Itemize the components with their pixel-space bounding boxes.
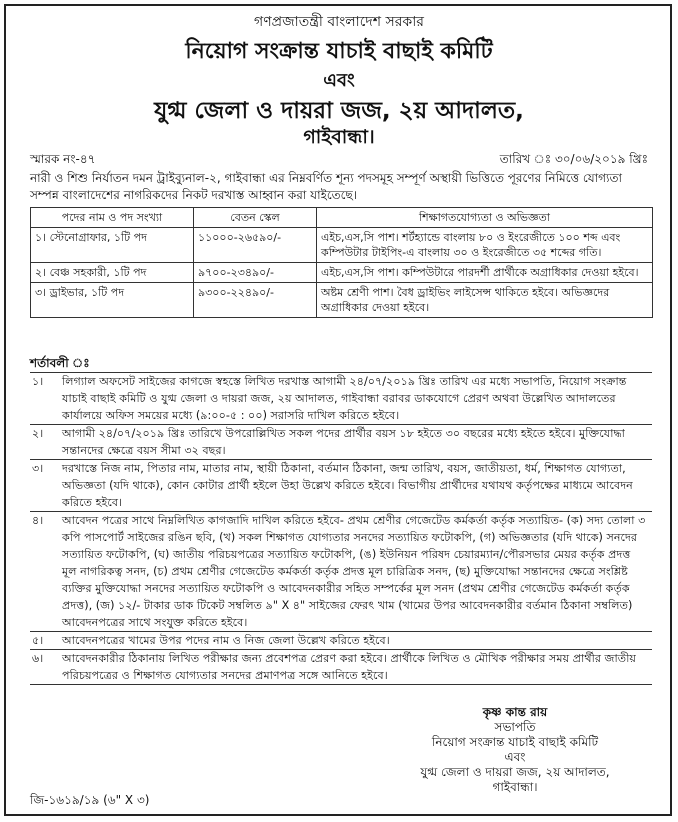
terms-heading: শর্তাবলী ঃ: [30, 356, 90, 370]
term-number: ৫।: [32, 634, 44, 647]
term-item: [30, 459, 652, 511]
qualification: এইচ,এস,সি পাশ। কম্পিউটারে পারদর্শী প্রার্থীকে অগ্রাধিকার দেওয়া হইবে।: [317, 263, 653, 283]
term-text: আগামী ২৪/০৭/২০১৯ খ্রিঃ তারিখে উপরোল্লিখিত সকল পদের প্রার্থীর বয়স ১৮ হইতে ৩০ বছরের মধ্যে হইতে হইবে। মুক্তিযোদ্ধা সন্তানদের ক্ষেত্রে বয়স সীমা ৩২ বছর।: [62, 427, 625, 457]
term-text: আবেদন পত্রের সাথে নিম্নলিখিত কাগজাদি দাখিল করিতে হইবে- প্রথম শ্রেণীর গেজেটেড কর্মকর্তা কর্তৃক সত্যায়িত- (ক) সদ্য তোলা ৩ কপি পাসপোর্ট সাইজের রঙিন ছবি, (খ) সকল শিক্ষাগত যোগ্যতার সনদের সত্যায়িত ফটোকপি, (গ) অভিজ্ঞতার (যদি থাকে) সনদের সত্যায়িত ফটোকপি, (ঘ) জাতীয় পরিচয়পত্রের সত্যায়িত ফটোকপি, (ঙ) ইউনিয়ন পরিষদ চেয়ারম্যান/পৌরসভার মেয়র কর্তৃক প্রদত্ত মূল নাগরিকত্ব সনদ, (চ) প্রথম শ্রেণীর গেজেটেড কর্মকর্তা কর্তৃক প্রদত্ত মূল চারিত্রিক সনদ, (ছ) মুক্তিযোদ্ধা সন্তানদের ক্ষেত্রে সংশ্লিষ্ট ব্যক্তির মুক্তিযোদ্ধা সনদের সত্যায়িত ফটোকপি ও আবেদনকারীর সহিত সম্পর্কের মূল সনদ (প্রথম শ্রেণীর গেজেটেড কর্মকর্তা কর্তৃক প্রদত্ত), (জ) ১২/- টাকার ডাক টিকেট সম্বলিত ৯" X ৪" সাইজের ফেরৎ খাম (খামের উপর আবেদনকারীর বর্তমান ঠিকানা সম্বলিত) আবেদনপত্রের সাথে সংযুক্ত করিতে হইবে।: [62, 514, 646, 629]
committee-title: নিয়োগ সংক্রান্ত যাচাই বাছাই কমিটি: [185, 39, 493, 64]
table-row: [31, 263, 653, 283]
term-number: ২।: [32, 427, 44, 440]
intro-paragraph: নারী ও শিশু নির্যাতন দমন ট্রাইব্যুনাল-২, গাইবান্ধা এর নিম্নবর্ণিত শূন্য পদসমূহ সম্পূর্ণ অস্থায়ী ভিত্তিতে পূরণের নিমিত্তে যোগ্যতা সম্পন্ন বাংলাদেশের নাগরিকদের নিকট দরখাস্ত আহ্বান করা যাইতেছে।: [30, 171, 622, 202]
court-title: যুগ্ম জেলা ও দায়রা জজ, ২য় আদালত,: [154, 98, 524, 124]
pay-scale: ৯৩০০-২২৪৯০/-: [194, 283, 317, 318]
signatory-title: সভাপতি: [494, 720, 536, 734]
term-item: [30, 372, 652, 424]
post-name: ৩। ড্রাইভার, ১টি পদ: [31, 283, 194, 318]
col-header-post: পদের নাম ও পদ সংখ্যা: [31, 208, 194, 228]
table-row: [31, 283, 653, 318]
term-item: [30, 631, 652, 649]
table-row: [31, 228, 653, 263]
signatory-place: গাইবান্ধা।: [492, 780, 538, 794]
term-item: [30, 424, 652, 459]
terms-list: [30, 372, 652, 685]
term-number: ৩।: [32, 462, 44, 475]
pay-scale: ৯৭০০-২৩৪৯০/-: [194, 263, 317, 283]
posts-table: [30, 207, 653, 318]
signatory-court: যুগ্ম জেলা ও দায়রা জজ, ২য় আদালত,: [420, 765, 610, 779]
term-text: আবেদনকারীর ঠিকানায় লিখিত পরীক্ষার জন্য প্রবেশপত্র প্রেরণ করা হইবে। প্রার্থীকে লিখিত ও মৌখিক পরীক্ষার সময় প্রার্থীর জাতীয় পরিচয়পত্রের ও শিক্ষাগত যোগ্যতার সনদের প্রমাণপত্র সঙ্গে আনিতে হইবে।: [62, 652, 636, 682]
notice-date: তারিখ ঃ ৩০/০৬/২০১৯ খ্রিঃ: [499, 152, 648, 166]
district-title: গাইবান্ধা।: [303, 126, 375, 148]
table-header-row: [31, 208, 653, 228]
pay-scale: ১১০০০-২৬৫৯০/-: [194, 228, 317, 263]
memo-number: স্মারক নং-৪৭: [30, 152, 96, 166]
signature-block: [380, 705, 650, 795]
post-name: ২। বেঞ্চ সহকারী, ১টি পদ: [31, 263, 194, 283]
term-number: ৪।: [32, 514, 44, 527]
term-text: দরখাস্তে নিজ নাম, পিতার নাম, মাতার নাম, স্থায়ী ঠিকানা, বর্তমান ঠিকানা, জন্ম তারিখ, বয়স, জাতীয়তা, ধর্ম, শিক্ষাগত যোগ্যতা, অভিজ্ঞতা (যদি থাকে), কোন কোটার প্রার্থী হইলে উহা উল্লেখ করিতে হইবে। বিভাগীয় প্রার্থীদের যথাযথ কর্তৃপক্ষের মাধ্যমে আবেদন করিতে হইবে।: [62, 462, 633, 509]
term-text: লিগ্যাল অফসেট সাইজের কাগজে স্বহস্তে লিখিত দরখাস্ত আগামী ২৪/০৭/২০১৯ খ্রিঃ তারিখ এর মধ্যে সভাপতি, নিয়োগ সংক্রান্ত যাচাই বাছাই কমিটি ও যুগ্ম জেলা ও দায়রা জজ, ২য় আদালত, গাইবান্ধা বরাবর ডাকযোগে প্রেরণ অথবা উল্লেখিত আদালতের কার্যালয়ে অফিস সময়ের মধ্যে (৯:০০-৫ : ০০) সরাসরি দাখিল করিতে হইবে।: [62, 375, 627, 422]
signatory-name: কৃষ্ণ কান্ত রায়: [482, 705, 548, 719]
col-header-qualification: শিক্ষাগতযোগ্যতা ও অভিজ্ঞতা: [317, 208, 653, 228]
term-number: ৬।: [32, 652, 44, 665]
qualification: এইচ,এস,সি পাশ। শর্টহ্যান্ডে বাংলায় ৮০ ও ইংরেজীতে ১০০ শব্দ এবং কম্পিউটার টাইপিং-এ বাংলায় ৩০ ও ইংরেজীতে ৩৫ শব্দের গতি।: [317, 228, 653, 263]
qualification: অষ্টম শ্রেণী পাশ। বৈধ ড্রাইভিং লাইসেন্স থাকিতে হইবে। অভিজ্ঞদের অগ্রাধিকার দেওয়া হইবে।: [317, 283, 653, 318]
header-conjunction: এবং: [323, 70, 355, 91]
term-item: [30, 511, 652, 631]
col-header-scale: বেতন স্কেল: [194, 208, 317, 228]
signatory-conjunction: এবং: [504, 750, 526, 764]
term-text: আবেদনপত্রের খামের উপর পদের নাম ও নিজ জেলা উল্লেখ করিতে হইবে।: [62, 634, 390, 647]
footer-reference: জি-১৬১৯/১৯ (৬" X ৩): [30, 793, 150, 807]
term-number: ১।: [32, 375, 44, 388]
post-name: ১। স্টেনোগ্রাফার, ১টি পদ: [31, 228, 194, 263]
signatory-committee: নিয়োগ সংক্রান্ত যাচাই বাছাই কমিটি: [431, 735, 599, 749]
government-title: গণপ্রজাতন্ত্রী বাংলাদেশ সরকার: [254, 14, 424, 30]
term-item: [30, 649, 652, 685]
